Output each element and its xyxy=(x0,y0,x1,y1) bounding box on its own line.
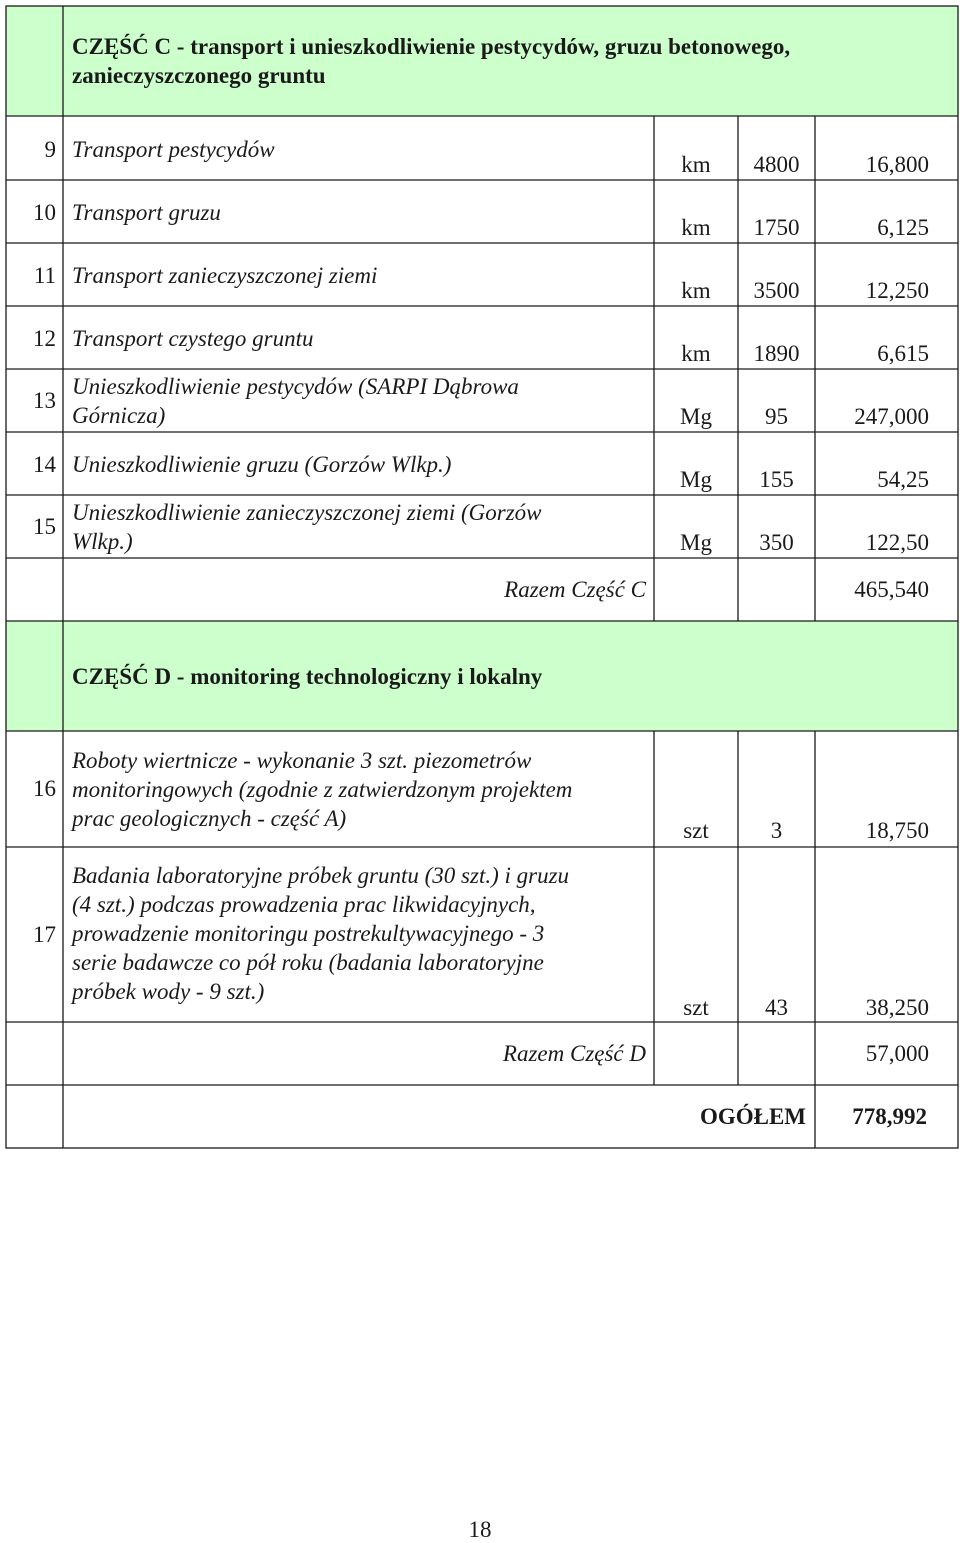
section-c-title-line1: CZĘŚĆ C - transport i unieszkodliwienie pestycydów, gruzu betonowego, xyxy=(72,34,791,59)
row-description-line: próbek wody - 9 szt.) xyxy=(72,979,265,1004)
row-number: 12 xyxy=(33,326,56,351)
row-unit: szt xyxy=(683,995,709,1020)
row-value: 16,800 xyxy=(865,152,929,177)
row-quantity: 43 xyxy=(765,995,788,1020)
row-unit: km xyxy=(681,215,711,240)
row-unit: Mg xyxy=(680,467,712,492)
row-unit: km xyxy=(681,152,711,177)
row-description-line: monitoringowych (zgodnie z zatwierdzonym projektem xyxy=(72,777,573,802)
row-value: 18,750 xyxy=(865,818,929,843)
row-unit: Mg xyxy=(680,530,712,555)
row-description-line2: Wlkp.) xyxy=(72,529,133,554)
row-unit: Mg xyxy=(680,404,712,429)
subtotal-d-value: 57,000 xyxy=(865,1041,929,1066)
row-number: 17 xyxy=(33,922,56,947)
row-description-line1: Unieszkodliwienie pestycydów (SARPI Dąbrowa xyxy=(72,374,519,399)
row-description-line: (4 szt.) podczas prowadzenia prac likwidacyjnych, xyxy=(72,892,536,917)
row-quantity: 3 xyxy=(770,818,783,843)
grand-total-label: OGÓŁEM xyxy=(699,1104,806,1129)
row-quantity: 3500 xyxy=(753,278,800,303)
subtotal-d-label: Razem Część D xyxy=(502,1041,646,1066)
row-quantity: 350 xyxy=(759,530,794,555)
row-number: 9 xyxy=(44,137,56,162)
row-unit: km xyxy=(681,341,711,366)
row-unit: km xyxy=(681,278,711,303)
row-description: Transport gruzu xyxy=(72,200,221,225)
row-description: Unieszkodliwienie gruzu (Gorzów Wlkp.) xyxy=(72,452,452,477)
row-description-line2: Górnicza) xyxy=(72,403,166,428)
row-value: 54,25 xyxy=(877,467,929,492)
row-value: 247,000 xyxy=(854,404,929,429)
row-description: Transport czystego gruntu xyxy=(72,326,314,351)
row-description: Transport pestycydów xyxy=(72,137,275,162)
row-number: 11 xyxy=(33,263,56,288)
row-value: 6,615 xyxy=(877,341,929,366)
row-description-line: Badania laboratoryjne próbek gruntu (30 szt.) i gruzu xyxy=(72,863,570,888)
row-description-line: prowadzenie monitoringu postrekultywacyjnego - 3 xyxy=(72,921,545,946)
row-quantity: 1890 xyxy=(753,341,800,366)
row-quantity: 1750 xyxy=(753,215,800,240)
row-description-line: Roboty wiertnicze - wykonanie 3 szt. piezometrów xyxy=(72,748,532,773)
subtotal-c-value: 465,540 xyxy=(854,577,929,602)
row-number: 16 xyxy=(33,776,56,801)
row-number: 10 xyxy=(33,200,56,225)
row-value: 122,50 xyxy=(865,530,929,555)
row-description-line: prac geologicznych - część A) xyxy=(72,806,347,831)
row-value: 6,125 xyxy=(877,215,929,240)
row-quantity: 95 xyxy=(765,404,788,429)
row-value: 12,250 xyxy=(865,278,929,303)
subtotal-c-label: Razem Część C xyxy=(504,577,646,602)
row-quantity: 4800 xyxy=(753,152,800,177)
grand-total-value: 778,992 xyxy=(852,1104,927,1129)
section-c-title-line2: zanieczyszczonego gruntu xyxy=(72,63,326,88)
row-unit: szt xyxy=(683,818,709,843)
row-number: 13 xyxy=(33,388,56,413)
page-number: 18 xyxy=(468,1517,492,1542)
section-d-title: CZĘŚĆ D - monitoring technologiczny i lokalny xyxy=(72,664,543,689)
row-number: 15 xyxy=(33,514,56,539)
row-number: 14 xyxy=(33,452,56,477)
row-description-line: serie badawcze co pół roku (badania laboratoryjne xyxy=(72,950,544,975)
row-quantity: 155 xyxy=(759,467,794,492)
row-description-line1: Unieszkodliwienie zanieczyszczonej ziemi (Gorzów xyxy=(72,500,542,525)
row-value: 38,250 xyxy=(865,995,929,1020)
row-description: Transport zanieczyszczonej ziemi xyxy=(72,263,378,288)
